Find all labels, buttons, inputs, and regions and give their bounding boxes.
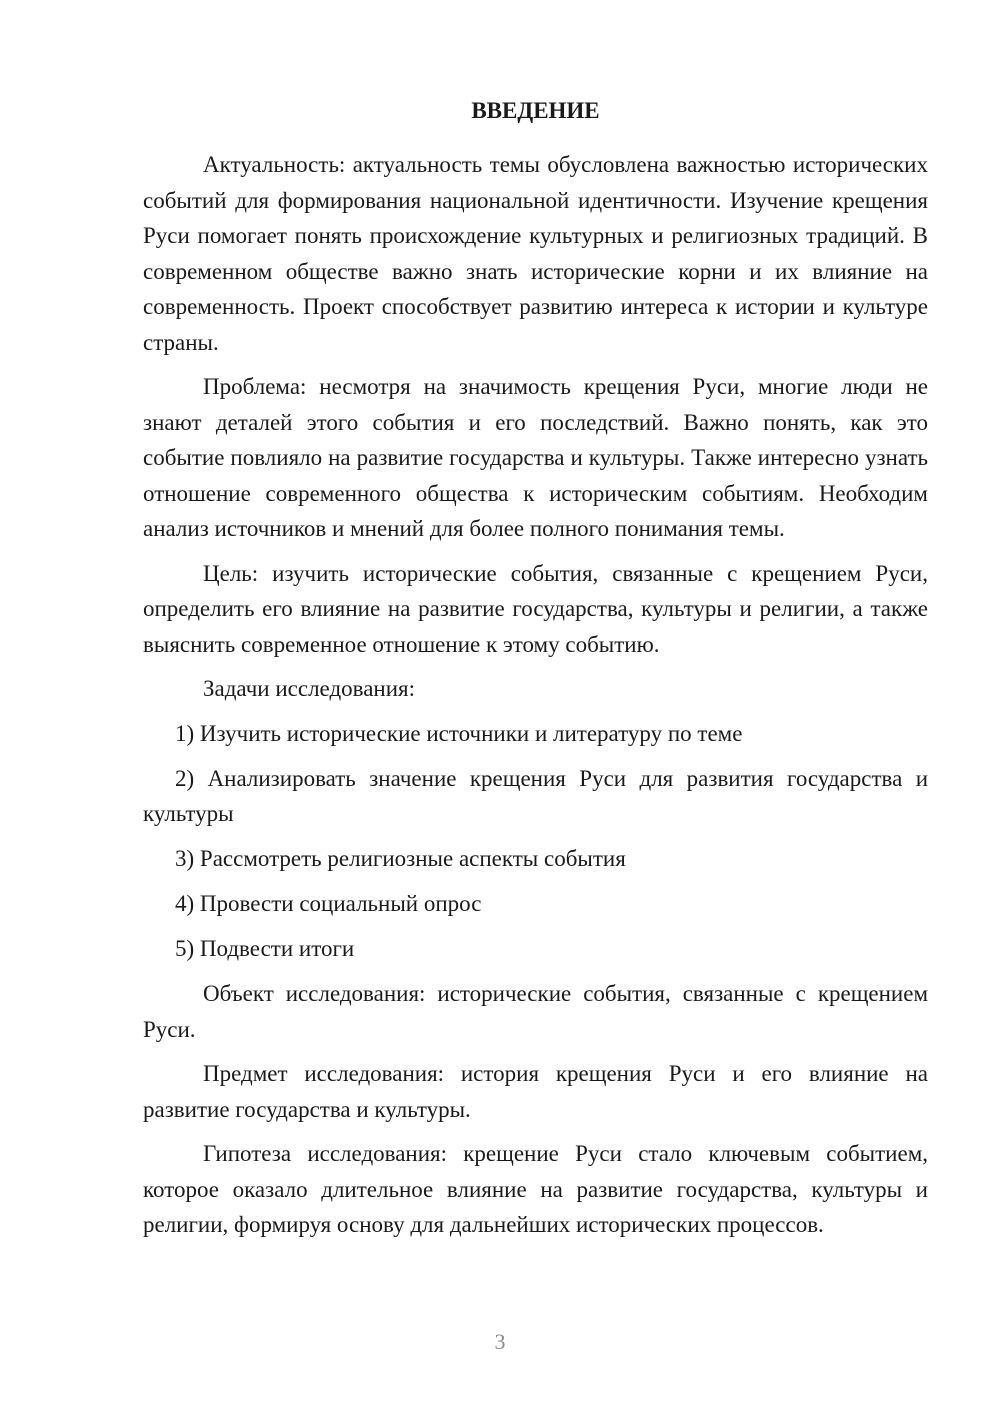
hypothesis-paragraph: Гипотеза исследования: крещение Руси стало ключевым событием, которое оказало длительное влияние на развитие государства, культуры и религии, формируя основу для дальнейших исторических процессов. xyxy=(143,1141,928,1237)
problem-paragraph: Проблема: несмотря на значимость крещения Руси, многие люди не знают деталей этого события и его последствий. Важно понять, как это событие повлияло на развитие государства и культуры. Также интересно узнать отношение современного общества к историческим событиям. Необходим анализ источников и мнений для более полного понимания темы. xyxy=(143,374,928,541)
page-number: 3 xyxy=(494,1329,506,1354)
task-item: 2) Анализировать значение крещения Руси для развития государства и культуры xyxy=(143,765,928,826)
tasks-heading: Задачи исследования: xyxy=(203,676,416,701)
task-item: 5) Подвести итоги xyxy=(175,936,355,961)
task-item: 1) Изучить исторические источники и литературу по теме xyxy=(175,720,743,746)
subject-paragraph: Предмет исследования: история крещения Руси и его влияние на развитие государства и культуры. xyxy=(143,1061,928,1122)
task-item: 3) Рассмотреть религиозные аспекты события xyxy=(175,846,626,871)
goal-paragraph: Цель: изучить исторические события, связанные с крещением Руси, определить его влияние на развитие государства, культуры и религии, а также выяснить современное отношение к этому событию. xyxy=(143,560,928,657)
relevance-paragraph: Актуальность: актуальность темы обусловлена важностью исторических событий для формирования национальной идентичности. Изучение крещения Руси помогает понять происхождение культурных и религиозных традиций. В современном обществе важно знать исторические корни и их влияние на современность. Проект способствует развитию интереса к истории и культуре страны. xyxy=(143,152,928,355)
object-paragraph: Объект исследования: исторические события, связанные с крещением Руси. xyxy=(143,981,928,1042)
page-title: ВВЕДЕНИЕ xyxy=(471,98,600,123)
tasks-list xyxy=(143,716,928,967)
task-item: 4) Провести социальный опрос xyxy=(175,891,482,916)
